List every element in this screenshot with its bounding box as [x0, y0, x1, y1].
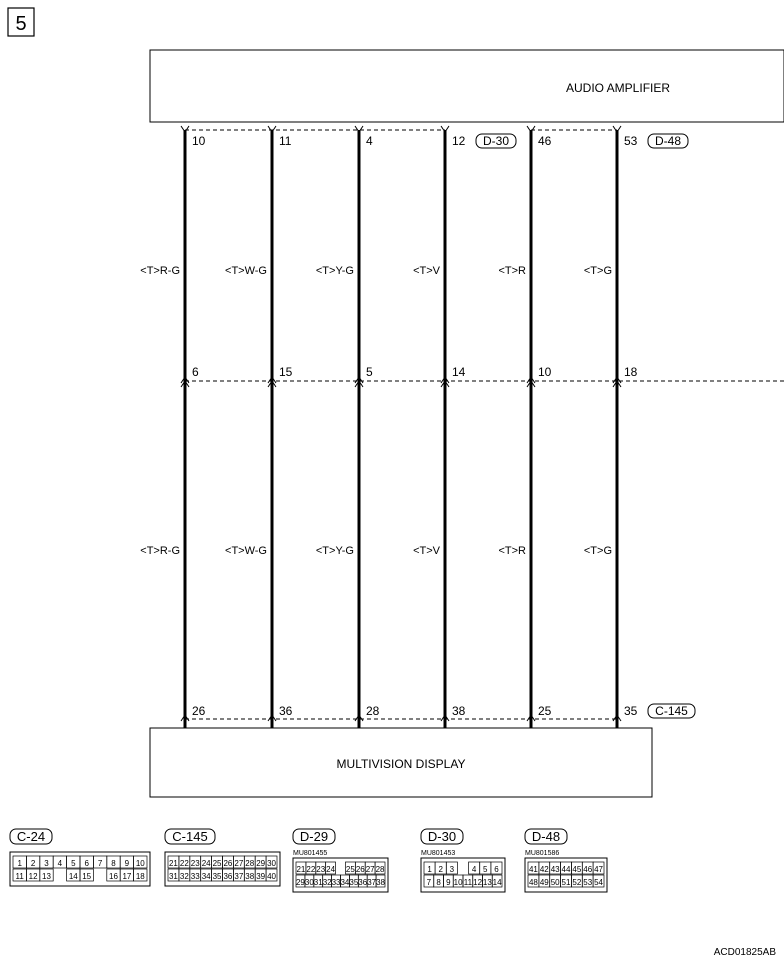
pin-number: 30 [304, 878, 314, 887]
pin-number: 14 [492, 878, 502, 887]
pin-number: 32 [322, 878, 332, 887]
pin-number: 7 [426, 878, 432, 887]
pin-number: 4 [57, 859, 63, 868]
pin-number: 24 [201, 859, 211, 868]
pin-number: 26 [355, 865, 365, 874]
pin-number: 22 [306, 865, 316, 874]
pin-number: 13 [482, 878, 492, 887]
wire [584, 126, 695, 728]
page-number: 5 [15, 13, 27, 35]
terminal-icon [181, 126, 189, 132]
pin-number: 6 [84, 859, 89, 868]
pin-number: 43 [550, 865, 560, 874]
pin-number: 28 [375, 865, 385, 874]
top-pin: 12 [452, 134, 466, 148]
pin-number: 24 [326, 865, 336, 874]
connector-name: C-145 [172, 829, 208, 844]
pin-number: 53 [583, 878, 593, 887]
connector-tag: D-30 [482, 134, 510, 148]
pin-number: 22 [179, 859, 189, 868]
pin-number: 28 [245, 859, 255, 868]
pin-number: 29 [295, 878, 305, 887]
pin-number: 37 [367, 878, 377, 887]
pin-number: 26 [223, 859, 233, 868]
pin-number: 7 [97, 859, 103, 868]
pin-number: 10 [135, 859, 145, 868]
pin-number: 9 [124, 859, 130, 868]
pin-number: 11 [463, 878, 473, 887]
pin-number: 8 [111, 859, 116, 868]
pin-number: 39 [256, 872, 266, 881]
connector-c-24 [10, 829, 150, 886]
pin-number: 31 [168, 872, 178, 881]
pin-number: 35 [212, 872, 222, 881]
pin-number: 37 [234, 872, 244, 881]
pin-number: 27 [234, 859, 244, 868]
connector-name: C-24 [16, 829, 46, 844]
pin-number: 14 [68, 872, 78, 881]
pin-number: 46 [583, 865, 593, 874]
terminal-icon [441, 126, 449, 132]
pin-number: 50 [550, 878, 560, 887]
wire [316, 126, 380, 728]
pin-number: 8 [436, 878, 441, 887]
wire [225, 126, 293, 728]
pin-number: 10 [453, 878, 463, 887]
connector-c-145 [165, 829, 280, 886]
pin-number: 15 [82, 872, 92, 881]
part-number: MU801586 [525, 850, 560, 857]
wire-color-label: <T>W-G [225, 545, 267, 557]
wire-color-label: <T>R [498, 265, 526, 277]
pin-number: 29 [256, 859, 266, 868]
pin-number: 41 [528, 865, 538, 874]
pin-number: 12 [473, 878, 483, 887]
pin-number: 52 [572, 878, 582, 887]
pin-number: 17 [122, 872, 132, 881]
wire [498, 126, 551, 728]
audio-amplifier-box [150, 50, 784, 122]
mid-pin: 18 [624, 365, 638, 379]
pin-number: 30 [267, 859, 277, 868]
pin-number: 54 [594, 878, 604, 887]
wire [140, 126, 205, 728]
pin-number: 21 [296, 865, 306, 874]
pin-number: 38 [245, 872, 255, 881]
pin-number: 36 [223, 872, 233, 881]
pin-number: 12 [28, 872, 38, 881]
part-number: MU801453 [421, 850, 456, 857]
pin-number: 21 [168, 859, 178, 868]
wire-color-label: <T>R-G [140, 545, 180, 557]
dashed-lines [185, 130, 784, 719]
pin-number: 36 [358, 878, 368, 887]
pin-number: 51 [561, 878, 571, 887]
pin-number: 23 [190, 859, 200, 868]
pin-number: 6 [494, 865, 499, 874]
pin-number: 2 [438, 865, 443, 874]
pin-number: 25 [345, 865, 355, 874]
multivision-display-label: MULTIVISION DISPLAY [336, 757, 466, 771]
pin-number: 33 [190, 872, 200, 881]
bottom-pin: 25 [538, 704, 552, 718]
connector-tag: C-145 [655, 704, 688, 718]
pin-number: 48 [528, 878, 538, 887]
terminal-icon [355, 126, 363, 132]
page-number-box [8, 8, 34, 36]
pin-number: 33 [331, 878, 341, 887]
top-pin: 11 [279, 134, 292, 148]
wire-color-label: <T>W-G [225, 265, 267, 277]
pin-number: 23 [316, 865, 326, 874]
top-pin: 53 [624, 134, 638, 148]
pin-number: 34 [340, 878, 350, 887]
terminal-icon [613, 126, 621, 132]
pin-number: 42 [539, 865, 549, 874]
wire [413, 126, 516, 728]
pin-number: 49 [539, 878, 549, 887]
terminal-icon [527, 126, 535, 132]
pin-number: 9 [446, 878, 451, 887]
wire-color-label: <T>V [413, 265, 440, 277]
pin-number: 25 [212, 859, 222, 868]
pin-number: 11 [15, 872, 24, 881]
bottom-pin: 38 [452, 704, 466, 718]
mid-pin: 10 [538, 365, 552, 379]
wire-color-label: <T>Y-G [315, 265, 354, 277]
connector-name: D-29 [299, 829, 329, 844]
wire-color-label: <T>G [583, 545, 612, 557]
wire-color-label: <T>V [413, 545, 440, 557]
pin-number: 38 [376, 878, 386, 887]
connector-d-48 [525, 829, 607, 892]
pin-number: 40 [267, 872, 277, 881]
wire-color-label: <T>Y-G [315, 545, 354, 557]
pin-number: 16 [109, 872, 118, 881]
pin-number: 13 [42, 872, 51, 881]
pin-number: 2 [30, 859, 36, 868]
pin-number: 3 [44, 859, 49, 868]
wire-color-label: <T>R-G [140, 265, 180, 277]
pin-number: 47 [594, 865, 604, 874]
pin-number: 1 [427, 865, 432, 874]
multivision-display-box [150, 728, 652, 797]
pin-number: 32 [179, 872, 189, 881]
audio-amplifier-label: AUDIO AMPLIFIER [566, 81, 671, 95]
pin-number: 45 [572, 865, 582, 874]
terminal-icon [268, 126, 276, 132]
pin-number: 27 [365, 865, 375, 874]
connector-name: D-48 [531, 829, 561, 844]
bottom-pin: 36 [279, 704, 293, 718]
bottom-pin: 28 [366, 704, 380, 718]
pin-number: 44 [561, 865, 571, 874]
pin-number: 1 [17, 859, 22, 868]
mid-pin: 6 [192, 365, 199, 379]
pin-number: 3 [449, 865, 455, 874]
wire-color-label: <T>G [583, 265, 612, 277]
part-number: MU801455 [293, 850, 328, 857]
connector-d-29 [293, 829, 388, 892]
mid-pin: 14 [452, 365, 466, 379]
connector-name: D-30 [427, 829, 457, 844]
pin-number: 35 [349, 878, 359, 887]
mid-pin: 5 [366, 365, 373, 379]
pin-number: 4 [471, 865, 477, 874]
pin-number: 18 [135, 872, 145, 881]
top-pin: 4 [366, 134, 373, 148]
pin-number: 31 [313, 878, 323, 887]
connector-tag: D-48 [654, 134, 682, 148]
connector-d-30 [421, 829, 505, 892]
figure-id: ACD01825AB [713, 947, 776, 958]
pin-number: 5 [483, 865, 488, 874]
top-pin: 46 [538, 134, 552, 148]
wire-color-label: <T>R [498, 545, 526, 557]
pin-number: 34 [201, 872, 211, 881]
bottom-pin: 26 [192, 704, 206, 718]
mid-pin: 15 [279, 365, 293, 379]
pin-number: 5 [71, 859, 76, 868]
top-pin: 10 [192, 134, 206, 148]
bottom-pin: 35 [624, 704, 638, 718]
